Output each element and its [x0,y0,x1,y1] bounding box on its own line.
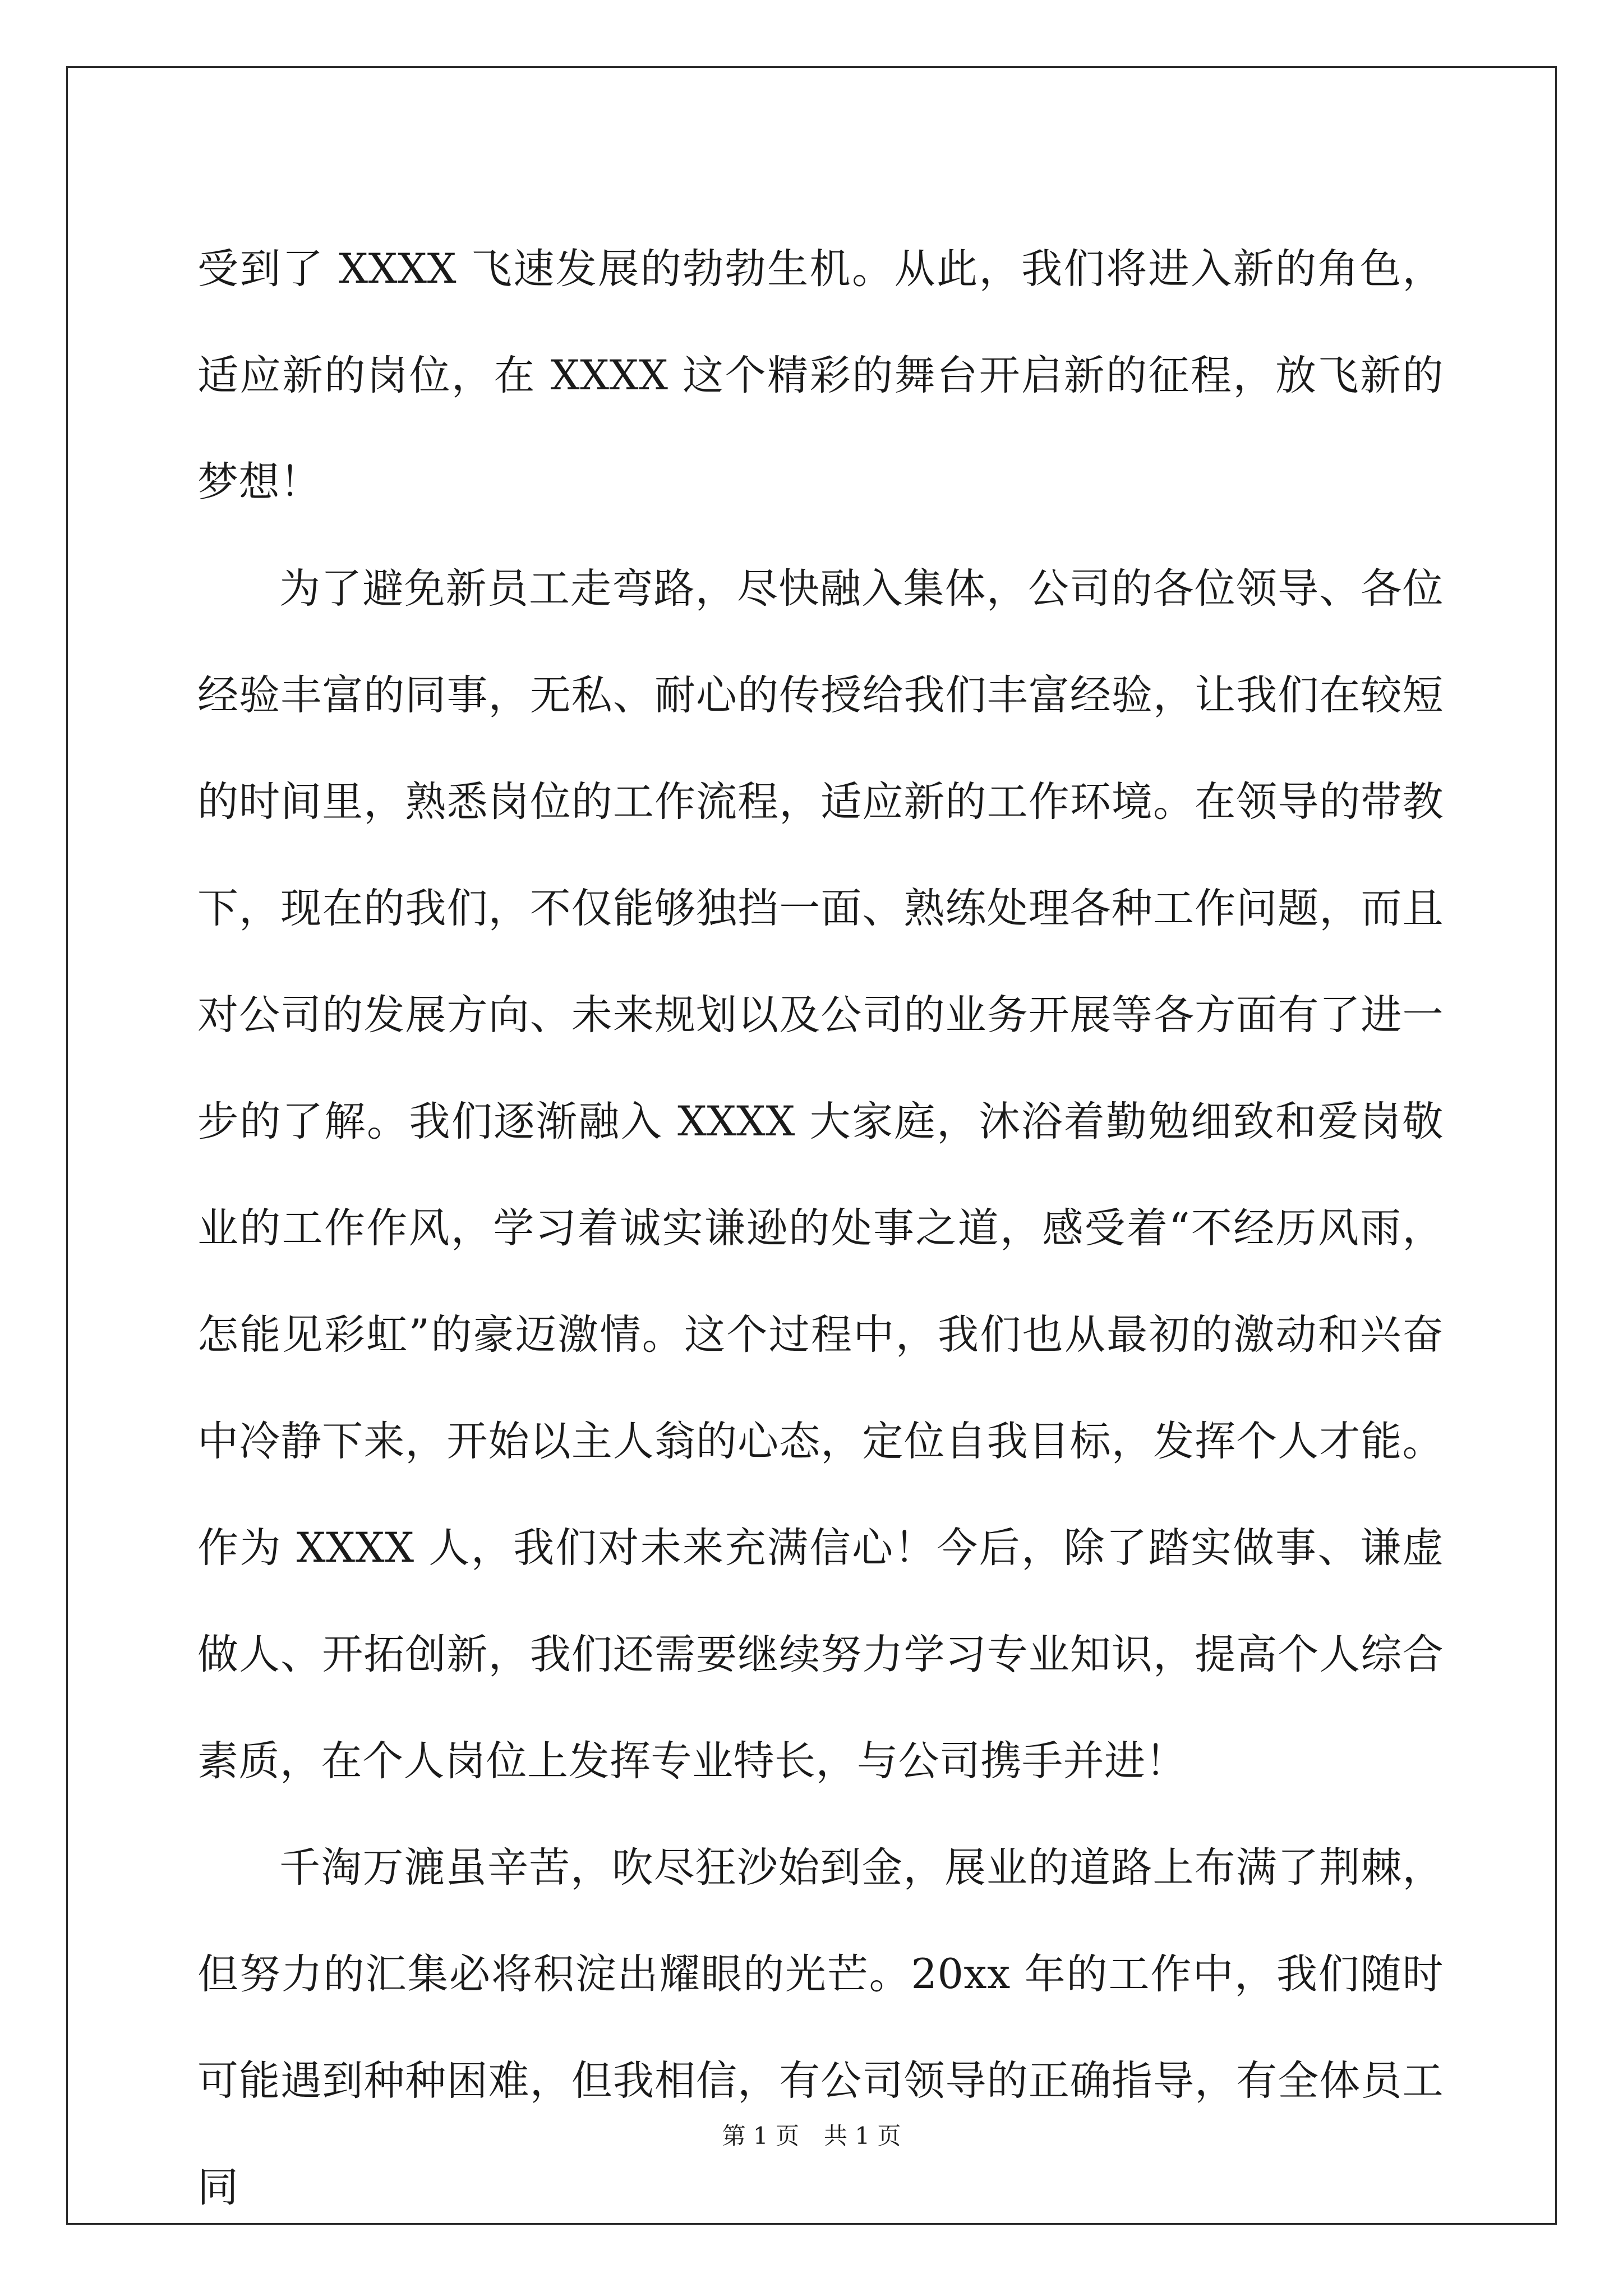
page-footer [0,2118,1623,2151]
paragraph-2: 为了避免新员工走弯路，尽快融入集体，公司的各位领导、各位经验丰富的同事，无私、耐心的传授给我们丰富经验，让我们在较短的时间里，熟悉岗位的工作流程，适应新的工作环境。在领导的带教下，现在的我们，不仅能够独挡一面、熟练处理各种工作问题，而且对公司的发展方向、未来规划以及公司的业务开展等各方面有了进一步的了解。我们逐渐融入 XXXX 大家庭，沐浴着勤勉细致和爱岗敬业的工作作风，学习着诚实谦逊的处事之道，感受着“不经历风雨，怎能见彩虹”的豪迈激情。这个过程中，我们也从最初的激动和兴奋中冷静下来，开始以主人翁的心态，定位自我目标，发挥个人才能。作为 XXXX 人，我们对未来充满信心！今后，除了踏实做事、谦虚做人、开拓创新，我们还需要继续努力学习专业知识，提高个人综合素质，在个人岗位上发挥专业特长，与公司携手并进！ [197,565,1444,1785]
page-number-current: 第 1 页 [722,2122,799,2150]
page-number-total: 共 1 页 [824,2122,901,2150]
document-body [197,216,1444,2241]
paragraph-3: 千淘万漉虽辛苦，吹尽狂沙始到金，展业的道路上布满了荆棘，但努力的汇集必将积淀出耀眼的光芒。20xx 年的工作中，我们随时可能遇到种种困难，但我相信，有公司领导的正确指导，有全体员工同 [197,1844,1444,2211]
paragraph-1: 受到了 XXXX 飞速发展的勃勃生机。从此，我们将进入新的角色，适应新的岗位，在 XXXX 这个精彩的舞台开启新的征程，放飞新的梦想！ [197,245,1444,506]
